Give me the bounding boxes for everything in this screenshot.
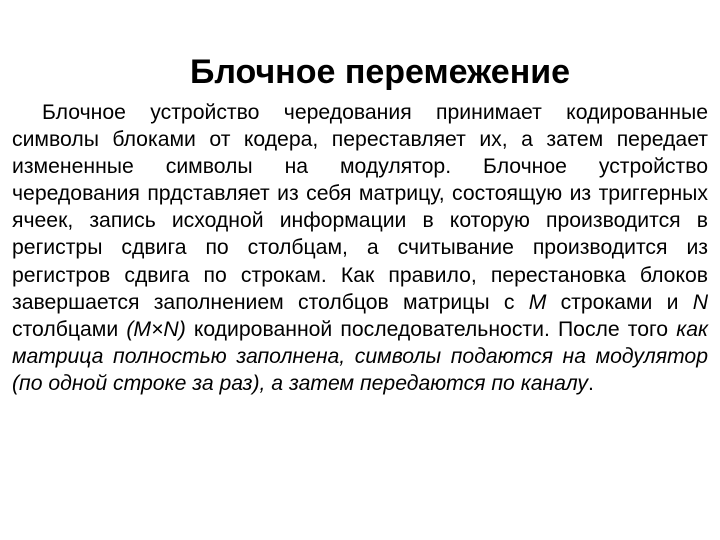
- matrix-size-formula: (M×N): [126, 317, 186, 341]
- variable-n: N: [692, 290, 708, 314]
- slide-body-text: [12, 99, 708, 397]
- body-text-part-2: строками и: [546, 290, 693, 314]
- slide-title: Блочное перемежение: [189, 53, 571, 91]
- body-text-italic: как матрица полностью заполнена, символы подаются на модулятор (по одной строке за раз), а затем передаются по каналу: [12, 317, 708, 395]
- variable-m: M: [528, 290, 547, 314]
- body-text-part-1: Блочное устройство чередования принимает кодированные символы блоками от кодера, переставляет их, а затем передает измененные символы на модулятор. Блочное устройство чередования прдставляет из себя матрицу, состоящую из триггерных ячеек, запись исходной информации в которую производится в регистры сдвига по столбцам, а считывание производится из регистров сдвига по строкам. Как правило, перестановка блоков завершается заполнением столбцов матрицы с: [12, 101, 708, 314]
- body-text-part-3: столбцами: [12, 317, 127, 341]
- body-text-part-4: кодированной последовательности. После того: [185, 317, 677, 341]
- body-paragraph: [12, 99, 708, 397]
- body-text-end: .: [588, 371, 594, 395]
